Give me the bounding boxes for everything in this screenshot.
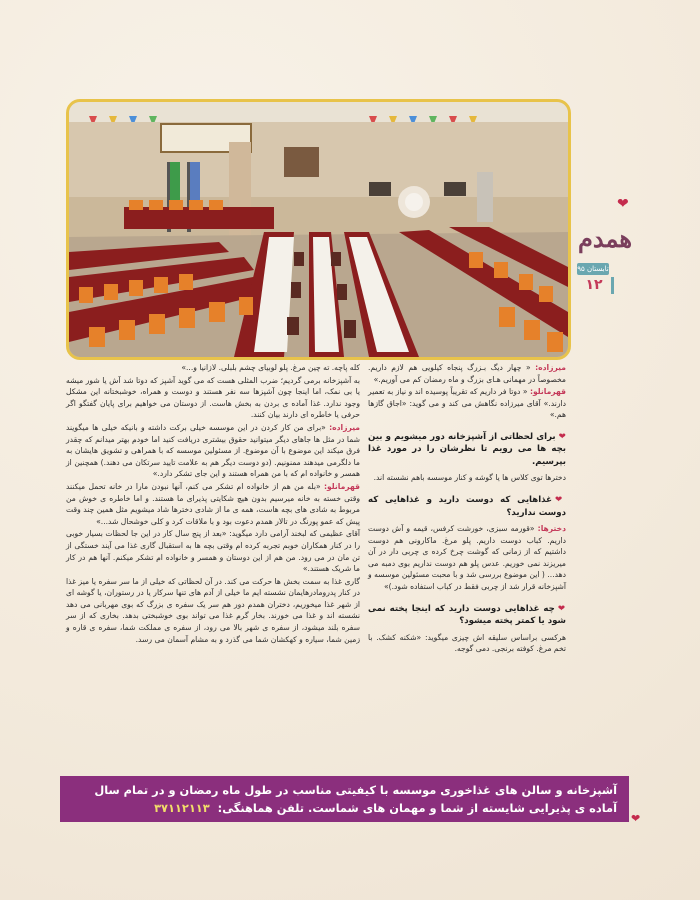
paragraph: هرکسی براساس سلیقه اش چیزی میگوید: «شکنه کشک. با تخم مرغ. کوفته برنجی. دمی گوجه. (368, 632, 566, 654)
paragraph (368, 523, 566, 593)
speaker-name: میرزاده: (329, 422, 360, 432)
banner-line-1: آشپزخانه و سالن های غذاخوری موسسه با کیفیتی مناسب در طول ماه رمضان و در تمام سال (94, 783, 617, 797)
question-heading (368, 603, 566, 628)
banquet-hall-illustration (69, 102, 568, 357)
paragraph: کله پاچه. ته چین مرغ. پلو لوبیای چشم بلبلی. لازانیا و...» (181, 363, 360, 372)
article-column-left (66, 362, 360, 646)
question-text: چه غذاهایی دوست دارید که اینجا پخته نمی شود یا کمتر پخته میشود؟ (368, 603, 566, 627)
catering-banner (60, 776, 629, 822)
paragraph: به آشپزخانه برمی گردیم؛ ضرب المثلی هست که می گوید آشپز که دوتا شد آش یا شور میشه یا بی نمک، اما اینجا چون آشپزها سه نفر هستند و دوست و همراه، خوشبختانه این مشکل وجود ندارد. غذا آماده ی بردن به بخش هاست. از دوستان می خواهیم برای پایان گفتگو اگر حرفی یا خاطره ای دارند بیان کنند. (66, 375, 360, 420)
banner-text: آماده ی پذیرایی شایسته از شما و مهمان های شماست. (308, 801, 617, 815)
paragraph (368, 386, 566, 421)
speaker-name: میرزاده: (535, 363, 566, 372)
paragraph: گاری غذا به سمت بخش ها حرکت می کند. در آن لحظاتی که خیلی از ما سر سفره یا میز غذا در کنار پدرومادرهایمان نشسته ایم ما خیلی از آدم های تنها سرکار یا در رستوران، یا گوشه ای از شهر غذا میخوریم، دختران همدم دور هم سر یک سفره ی بزرگ که بوی مهربانی می دهد نشسته اند و غذا می خورند. بخار گرم غذا می تواند بوی خوشبختی بدهد. بخاری که از سر سفره بلند میشود، از سفره ی شهر بالا می رود، از سفره ی مملکت شما، سفره ی قاره و زمین شما، سیاره و کهکشان شما می گذرد و به مشام آسمان می رسد. (66, 576, 360, 644)
paragraph: دخترها توی کلاس ها یا گوشه و کنار موسسه باهم نشسته اند. (373, 473, 566, 483)
paragraph-text: «بله من هم از خانواده ام تشکر می کنم، آنها نبودن مارا در خانه تحمل میکنند وقتی خسته به خانه میرسیم بدون هیچ شکایتی پذیرای ما هستند. و اما خاطره ی خوش من مربوط به شادی های بچه هاست، همه ی ما از شادی دخترها شاد میشویم مثل همین چند وقت پیش که عمو پورنگ در تالار همدم دعوت بود و با ملاقات کرد و کلی خوشحال شد...» (66, 481, 360, 526)
heart-icon: ❤ (557, 603, 566, 614)
paragraph-text: «برای من کار کردن در این موسسه خیلی برکت داشته و بانیکه خیلی ها میگویند شما در مثل ها جاهای دیگر میتوانید حقوق بیشتری دریافت کنید اما خودم بهتر میدانم که چقدر فرق میکند این موضوع با آن موضوع. از مسئولین موسسه که با همراهی و تشویق هایشان به ما دلگرمی میدهند ممنونیم. (دو دوست دیگر هم به علامت تایید سرتکان می دهند.) همچنین از همسر و خانواده ام که با من همراه هستند و این جای تشکر دارد.» (66, 422, 360, 479)
paragraph (66, 481, 360, 527)
speaker-name: قهرمانلو: (323, 481, 360, 491)
page-number-divider (611, 277, 614, 294)
banner-line-2 (68, 799, 617, 817)
page-number: ۱۲ (585, 277, 603, 293)
heart-icon: ❤ (558, 431, 567, 442)
question-heading (368, 431, 566, 469)
paragraph-text: « دوتا فر داریم که تقریباً پوسیده اند و نیاز به تعمیر دارند.» آقای میرزاده نگاهش می کند و می گوید: «اجاق گازها هم.» (368, 387, 566, 420)
season-badge: تابستان ۹۵ (577, 265, 609, 273)
magazine-logo: همدم (578, 224, 632, 253)
article-column-right (368, 362, 566, 656)
heart-icon: ❤ (555, 495, 567, 506)
question-text: برای لحظاتی از آشپزخانه دور میشویم و بین بچه ها می رویم تا نظرشان را در مورد غذا بپرسیم. (368, 431, 566, 467)
banquet-hall-photo (66, 99, 571, 360)
paragraph-text: « چهار دیگ بـزرگ پنجاه کیلویی هم لازم داریم. مخصوصاً در مهمانی هـای بزرگ و ماه رمضان کم می آوریم.» (368, 363, 566, 384)
paragraph-text: «قورمه سبزی، خورشت کرفس، قیمه و آش دوست داریم. کباب دوست داریم. پلو مرغ. ماکارونی هم دوست داشتیم که از زمانی که گوشت چرخ کرده ی چربی دار در آن میریزند نمی خوریم. عدس پلو هم دوست نداریم بوی دمبه می دهد... ( این موضوع بررسی شد و با محبت مسئولین موسسه و آشپزخانه قرار شد از چربی فقط در کباب استفاده شود.)» (368, 524, 566, 592)
heart-icon: ❤ (631, 812, 641, 825)
paragraph (66, 422, 360, 480)
speaker-name: قهرمانلو: (529, 387, 566, 397)
paragraph (368, 362, 566, 385)
phone-label: تلفن هماهنگی: (217, 801, 305, 815)
phone-number[interactable]: ۳۷۱۱۲۱۱۳ (154, 801, 210, 815)
speaker-name: دخترها: (537, 524, 567, 534)
paragraph: آقای عظیمی که لبخند آرامی دارد میگوید: «بعد از پنج سال کار در این جا لحظات بسیار خوبی را در کنار همکاران خوبم تجربه کرده ام وقتی بچه ها به استقبال گاری غذا می آیند خستگی از تن مان در می رود. من هم از این دوستان و همسر و خانواده ام تشکر میکنم. آنها هم در کار ما شریک هستند.» (66, 529, 360, 574)
question-heading (368, 494, 566, 519)
question-text: غذاهایی که دوست دارید و غذاهایی که دوست ندارید؟ (368, 495, 566, 518)
heart-icon: ❤ (617, 196, 629, 212)
